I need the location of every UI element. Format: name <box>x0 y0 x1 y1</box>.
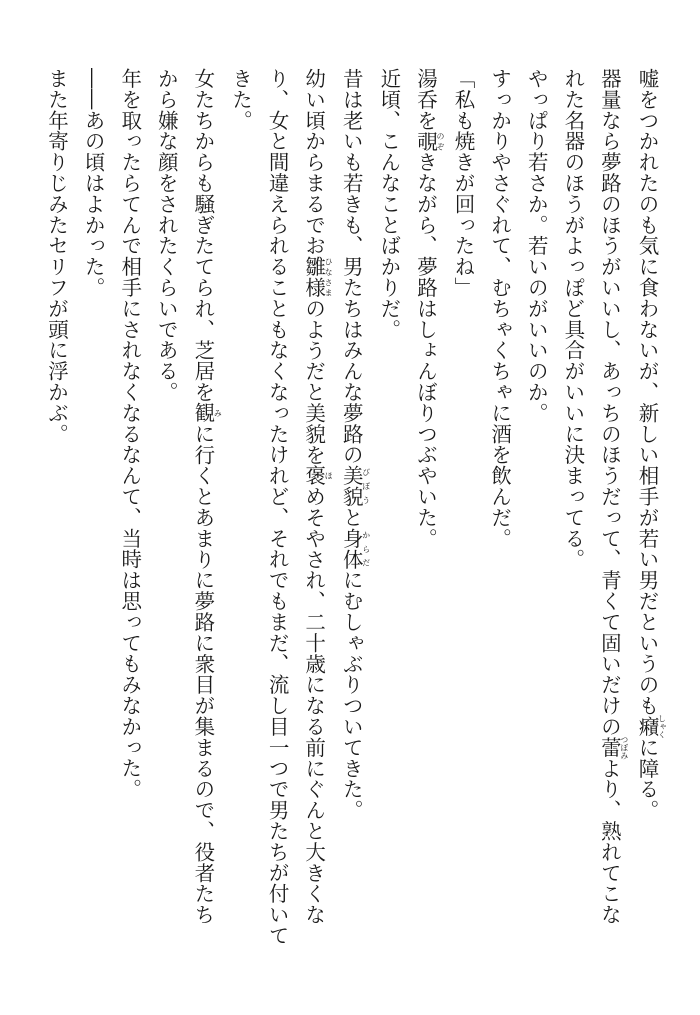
text-line-4: やっぱり若さか。若いのがいいのか。 <box>524 68 549 424</box>
text-line-9: 昔は老いも若きも、男たちはみんな夢路の美貌びぼうと身体からだにむしゃぶりついてきた。 <box>339 68 371 821</box>
text-line-10: 幼い頃からまるでお雛様ひなさまのようだと美貌を褒ほめそやされ、二十歳になる前にぐんと大きくな <box>301 68 334 925</box>
text-line-13: 女たちからも騒ぎたてられ、芝居を観みに行くとあまりに夢路に衆目が集まるので、役者たち <box>190 68 223 925</box>
ruby-nozo: 覗のぞ <box>413 130 445 152</box>
text-line-17: また年寄りじみたセリフが頭に浮かぶ。 <box>44 68 69 445</box>
text-line-5: すっかりやさぐれて、むちゃくちゃに酒を飲んだ。 <box>487 68 512 549</box>
text-line-11: り、女と間違えられることもなくなったけれど、それでもまだ、流し目一つで男たちが付いて <box>265 68 290 946</box>
text-line-12: きた。 <box>228 68 253 131</box>
ruby-mi: 観み <box>190 402 223 424</box>
text-line-2: 器量なら夢路のほうがいいし、あっちのほうだって、青くて固いだけの蕾つぼみより、熟れてこな <box>597 68 629 925</box>
text-line-1: 嘘をつかれたのも気に食わないが、新しい相手が若い男だというのも癪しゃくに障る。 <box>635 68 667 821</box>
dialogue-line: 「私も焼きが回ったね」 <box>451 68 476 298</box>
ruby-bibou: 美貌びぼう <box>339 465 371 507</box>
text-line-14: から嫌な顔をされたくらいである。 <box>154 68 179 403</box>
vertical-text-block <box>38 68 666 968</box>
text-line-3: れた名器のほうがよっぽど具合がいいに決まってる。 <box>560 68 585 570</box>
ruby-hinasama: 雛様ひなさま <box>301 256 334 298</box>
ruby-shaku: 癪しゃく <box>635 714 667 739</box>
text-line-8: 近頃、こんなことばかりだ。 <box>376 68 401 340</box>
ruby-karada: 身体からだ <box>339 527 371 570</box>
text-line-16: ――あの頃はよかった。 <box>81 68 106 298</box>
text-line-7: 湯呑を覗のぞきながら、夢路はしょんぼりつぶやいた。 <box>413 68 445 549</box>
text-line-15: 年を取ったらてんで相手にされなくなるなんて、当時は思ってもみなかった。 <box>117 68 142 800</box>
ruby-tsubomi: 蕾つぼみ <box>597 735 629 760</box>
ruby-ho: 褒ほ <box>301 465 334 487</box>
